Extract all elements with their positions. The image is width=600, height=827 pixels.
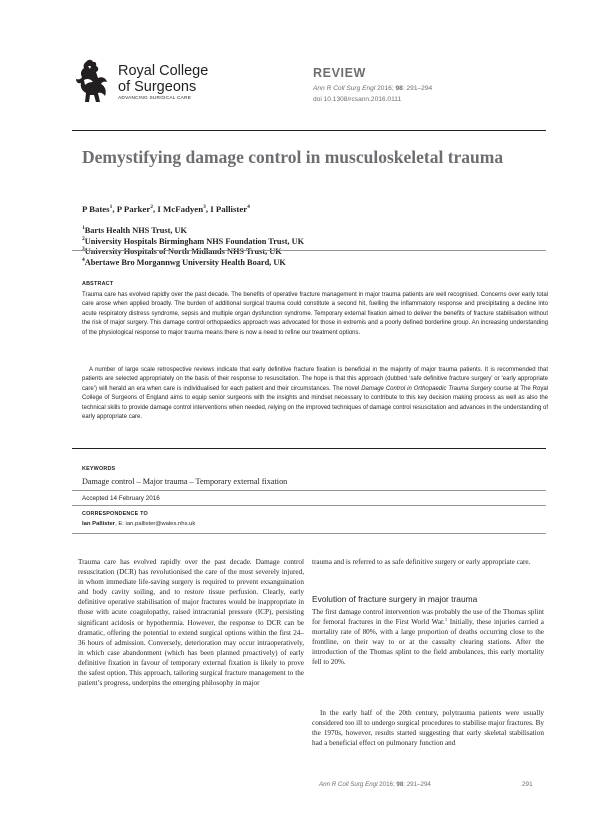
footer-citation: [319, 781, 431, 788]
author-name: P Bates: [82, 204, 110, 214]
abstract-paragraph-2: [82, 366, 548, 422]
abstract-p2-text-a: A number of large scale retrospective reviews indicate that early definitive fracture fixation is beneficial in the majority of major trauma patients. It is recommended that patients are selected appropriately on the basis of their response to resuscitation. The hope is that this approach (dubbed ‘safe definitive fracture surgery’ or ‘early appropriate care’) will herald an era when care is individualised for each patient and their circumstances. The novel: [82, 367, 548, 392]
page-number: 291: [522, 781, 533, 788]
keywords-heading: KEYWORDS: [82, 466, 116, 472]
affiliation-number: 4: [82, 256, 85, 263]
citation-year: 2016;: [375, 85, 396, 92]
course-name: Damage Control in Orthopaedic Trauma Surgery: [361, 385, 492, 392]
author-affiliation-marker: 1: [109, 204, 113, 210]
reference-marker[interactable]: 1: [444, 617, 448, 623]
section-heading: Evolution of fracture surgery in major trauma: [312, 594, 478, 604]
accepted-rule: [72, 505, 546, 506]
logo-wordmark: Royal College of Surgeons: [118, 63, 209, 95]
correspondence-email[interactable]: , E: ian.pallister@wales.nhs.uk: [115, 521, 196, 527]
author-name: I Pallister: [210, 204, 248, 214]
abstract-p2-text-b: course at The Royal College of Surgeons of England aims to equip senior surgeons with the insights and mindset necessary to contribute to this key decision making process as well as also the technical skills to provide damage control interventions when needed, relying on the improved techniques of damage control resuscitation and advances in the understanding of early appropriate care.: [82, 385, 548, 421]
abstract-rule: [72, 448, 546, 449]
journal-name: Ann R Coll Surg Engl: [313, 85, 376, 92]
logo-tagline: ADVANCING SURGICAL CARE: [118, 96, 192, 101]
author-list: P Bates$^1$, P Parker$^2$, I McFadyen$^3$, I Pallister$^4$: [82, 204, 250, 214]
affiliation-item: [82, 237, 304, 248]
body-right-paragraph-1: [312, 607, 544, 668]
abstract-heading: ABSTRACT: [82, 281, 114, 287]
citation-volume: 98: [395, 85, 403, 92]
footer-journal: Ann R Coll Surg Engl: [319, 781, 378, 788]
rcs-logo: [72, 58, 232, 106]
affiliations-rule: [72, 250, 546, 251]
body-right-paragraph-2: In the early half of the 20th century, polytrauma patients were usually considered too ill to undergo surgical procedures to stabilise major fractures. By the 1970s, however, results started suggesting that early skeletal stabilisation had a beneficial effect on pulmonary function and: [312, 709, 544, 748]
affiliation-text: University Hospitals Birmingham NHS Foundation Trust, UK: [84, 236, 305, 246]
correspondence-name: Ian Pallister: [82, 521, 116, 527]
footer-pages: : 291–294: [403, 781, 431, 788]
paragraph-text-b: Initially, these injuries carried a mortality rate of 80%, with a large proportion of deaths occurring close to the frontline, on their way to or at the casualty clearing stations. After the introduction of the Thomas splint to the field ambulances, this early mortality fell to 20%.: [312, 618, 544, 667]
affiliation-item: [82, 258, 304, 269]
body-left-column: Trauma care has evolved rapidly over the past decade. Damage control resuscitation (DCR) has revolutionised the care of the most severely injured, in whom immediate life-saving surgery is required to prevent exsanguination and body cavity soiling, and to restore tissue perfusion. Clearly, early definitive operative stabilisation of major fractures would be inappropriate in those with acute coagulopathy, raised intracranial pressure (ICP), persisting significant acidosis or hypothermia. However, the response to DCR can be dramatic, offering the potential to extend surgical options within the first 24–36 hours of admission. Conversely, deterioration may occur intraoperatively, in which case abandonment (which has been planned proactively) of early definitive fixation in favour of temporary external fixation is likely to prove the safest option. This approach, tailoring surgical fracture management to the patient’s progress, underpins the emerging philosophy in major: [78, 558, 304, 688]
author-affiliation-marker: 4: [247, 204, 250, 210]
author-affiliation-marker: 2: [150, 204, 153, 210]
footer-volume: 98: [396, 781, 404, 788]
affiliation-text: University Hospitals of North Midlands NHS Trust, UK: [84, 247, 282, 257]
body-right-continuation: trauma and is referred to as safe definitive surgery or early appropriate care.: [312, 558, 531, 566]
article-title: Demystifying damage control in musculoskeletal trauma: [82, 147, 504, 167]
citation-line: [313, 85, 432, 92]
abstract-paragraph-1: Trauma care has evolved rapidly over the past decade. The benefits of operative fracture management in major trauma patients are well recognised. Concerns over early total care arose when applied broadly. The burden of additional surgical trauma could constitute a second hit, fuelling the inflammatory response and precipitating a decline into acute respiratory distress syndrome, sepsis and multiple organ dysfunction syndrome. Temporary external fixation aimed to deliver the benefits of fracture stabilisation without the risk of major surgery. This damage control orthopaedics approach was advocated for those in extremis and a poorly defined borderline group. An increasing understanding of the physiological response to major trauma means there is now a need to refine our treatment options.: [82, 292, 548, 336]
paragraph-text-a: The first damage control intervention was probably the use of the Thomas splint for femoral fractures in the First World War.: [312, 608, 544, 627]
author-name: I McFadyen: [157, 204, 204, 214]
author-name: P Parker: [116, 204, 151, 214]
citation-pages: : 291–294: [402, 85, 433, 92]
affiliation-item: [82, 226, 304, 237]
correspondence: [82, 521, 195, 527]
accepted-date: Accepted 14 February 2016: [82, 495, 160, 502]
doi-link[interactable]: doi 10.1308/rcsann.2016.0111: [313, 96, 402, 103]
affiliation-number: 1: [82, 225, 85, 231]
keywords: Damage control – Major trauma – Temporary external fixation: [82, 477, 288, 486]
section-label: REVIEW: [313, 66, 366, 80]
affiliation-item: [82, 247, 304, 258]
griffin-crest-icon: [72, 58, 112, 104]
keywords-rule: [72, 490, 546, 491]
affiliation-number: 3: [82, 246, 85, 253]
author-affiliation-marker: 3: [203, 204, 206, 210]
affiliation-list: [82, 226, 304, 268]
correspondence-rule: [72, 533, 546, 534]
affiliation-text: Barts Health NHS Trust, UK: [84, 226, 188, 235]
correspondence-heading: CORRESPONDENCE TO: [82, 511, 148, 517]
affiliation-number: 2: [82, 235, 85, 242]
affiliation-text: Abertawe Bro Morgannwg University Health Board, UK: [84, 257, 286, 267]
header-rule: [72, 130, 546, 131]
footer-year: 2016;: [377, 781, 397, 788]
